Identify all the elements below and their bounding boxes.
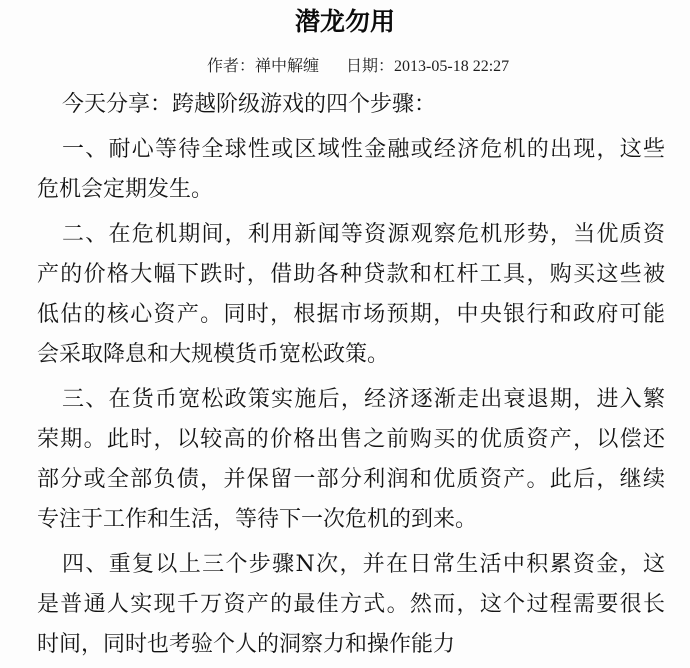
paragraph bbox=[37, 545, 665, 665]
text-line: 今天分享：跨越阶级游戏的四个步骤： bbox=[62, 92, 437, 117]
document-title: 潜龙勿用 bbox=[294, 7, 395, 36]
text-line: 会采取降息和大规模货币宽松政策。 bbox=[37, 342, 390, 367]
text-line: 危机会定期发生。 bbox=[37, 177, 214, 202]
document-meta bbox=[207, 57, 509, 77]
paragraph bbox=[37, 85, 665, 125]
text-line: 一、耐心等待全球性或区域性金融或经济危机的出现，这些 bbox=[62, 137, 665, 162]
text-line: 部分或全部负债，并保留一部分利润和优质资产。此后，继续 bbox=[37, 467, 665, 492]
text-line: 三、在货币宽松政策实施后，经济逐渐走出衰退期，进入繁 bbox=[62, 387, 665, 412]
date-label: 日期： bbox=[346, 58, 395, 75]
paragraph bbox=[37, 130, 665, 210]
text-line: 二、在危机期间，利用新闻等资源观察危机形势，当优质资 bbox=[62, 222, 665, 247]
text-line: 荣期。此时，以较高的价格出售之前购买的优质资产，以偿还 bbox=[37, 427, 665, 452]
author-label: 作者： bbox=[207, 58, 256, 75]
document-body bbox=[37, 85, 665, 665]
paragraph bbox=[37, 215, 665, 375]
text-line: 是普通人实现千万资产的最佳方式。然而，这个过程需要很长 bbox=[37, 592, 665, 617]
text-line: 产的价格大幅下跌时，借助各种贷款和杠杆工具，购买这些被 bbox=[37, 262, 665, 287]
text-line: 四、重复以上三个步骤N次，并在日常生活中积累资金，这 bbox=[62, 552, 665, 577]
text-line: 专注于工作和生活，等待下一次危机的到来。 bbox=[37, 507, 478, 532]
author-name: 禅中解缠 bbox=[255, 58, 320, 75]
publish-date: 2013-05-18 22:27 bbox=[394, 58, 510, 75]
text-line: 时间，同时也考验个人的洞察力和操作能力 bbox=[37, 632, 456, 657]
text-line: 低估的核心资产。同时，根据市场预期，中央银行和政府可能 bbox=[37, 302, 665, 327]
paragraph bbox=[37, 380, 665, 540]
